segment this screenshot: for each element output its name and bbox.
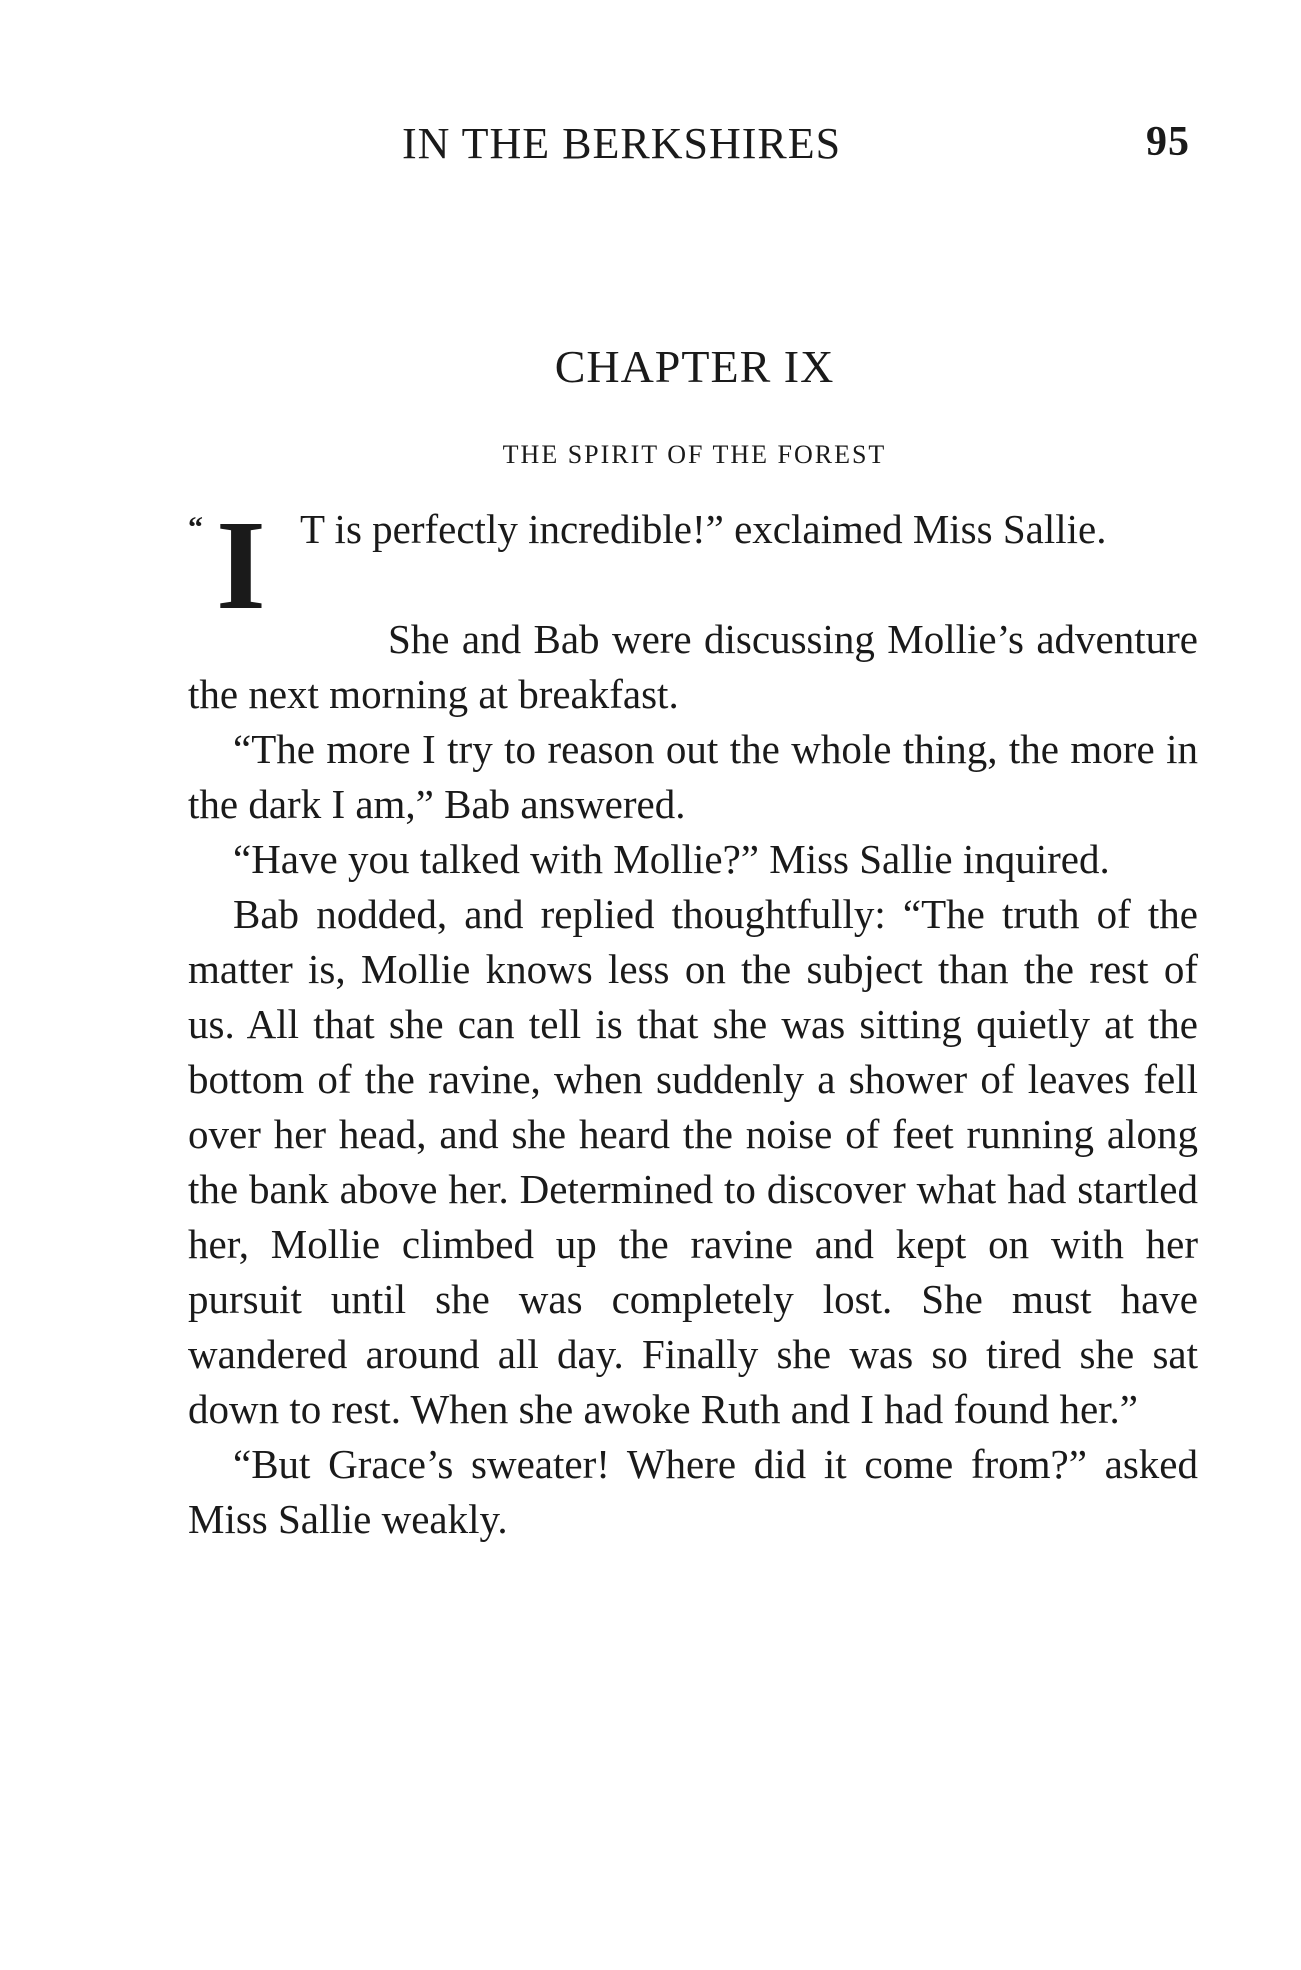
opening-quote-mark: “ <box>188 511 203 544</box>
paragraph: “But Grace’s sweater! Where did it come from?” asked Miss Sallie weakly. <box>188 1441 1198 1542</box>
page-number: 95 <box>1146 119 1190 165</box>
paragraph: “Have you talked with Mollie?” Miss Sallie inquired. <box>233 836 1110 882</box>
paragraph <box>188 612 1198 722</box>
paragraph-text: She and Bab were discussing Mollie’s adventure the next morning at breakfast. <box>188 616 1198 717</box>
drop-cap: I <box>216 494 266 636</box>
chapter-subtitle: THE SPIRIT OF THE FOREST <box>502 440 887 469</box>
chapter-heading: CHAPTER IX <box>554 341 835 392</box>
opening-paragraph <box>188 494 1198 636</box>
running-head <box>188 118 1198 178</box>
opening-paragraph-text: T is perfectly incredible!” exclaimed Miss Sallie. <box>300 506 1107 552</box>
paragraph: Bab nodded, and replied thoughtfully: “The truth of the matter is, Mollie knows less on the subject than the rest of us. All that she can tell is that she was sitting quietly at the bottom of the ravine, when suddenly a shower of leaves fell over her head, and she heard the noise of feet running along the bank above her. Determined to discover what had startled her, Mollie climbed up the ravine and kept on with her pursuit until she was completely lost. She must have wandered around all day. Finally she was so tired she sat down to rest. When she awoke Ruth and I had found her.” <box>188 891 1198 1432</box>
paragraph: “The more I try to reason out the whole thing, the more in the dark I am,” Bab answered. <box>188 726 1198 827</box>
running-title: IN THE BERKSHIRES <box>402 119 842 168</box>
body-text <box>188 494 1198 1547</box>
